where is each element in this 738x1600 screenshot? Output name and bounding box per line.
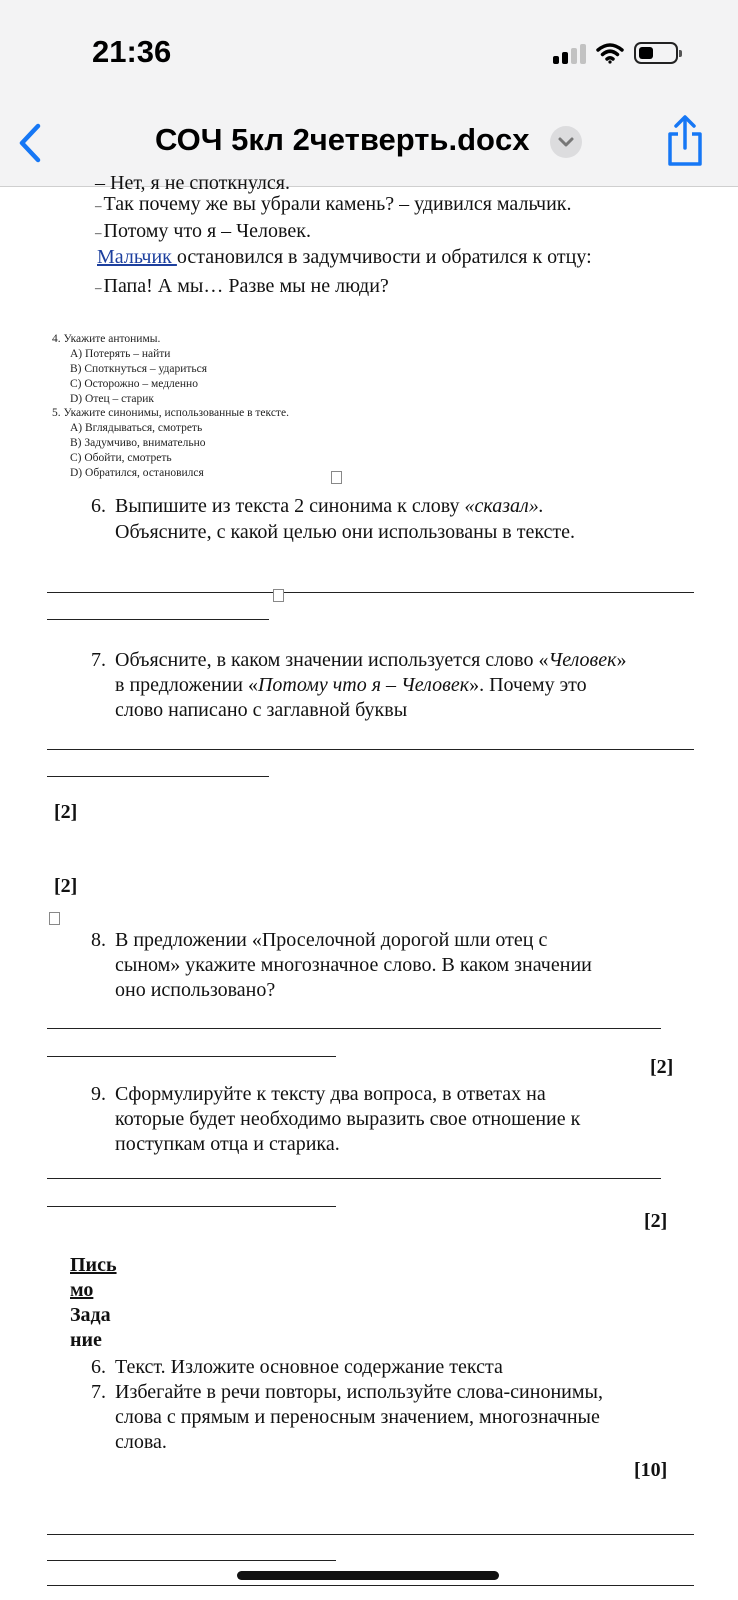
answer-line: [47, 1585, 694, 1586]
answer-line: [47, 1560, 336, 1561]
question-7-line: слово написано с заглавной буквы: [115, 699, 408, 721]
document-title[interactable]: СОЧ 5кл 2четверть.docx: [155, 122, 530, 157]
question-6-line: Объясните, с какой целью они использованы в тексте.: [115, 521, 576, 543]
answer-line: [47, 1206, 336, 1207]
question-5-title: 5. Укажите синонимы, использованные в тексте.: [52, 407, 289, 419]
question-4-title: 4. Укажите антонимы.: [52, 333, 161, 345]
question-5-option: A) Вглядываться, смотреть: [70, 422, 203, 434]
share-button[interactable]: [662, 114, 708, 170]
title-menu-button[interactable]: [550, 126, 582, 158]
task-heading: Зада: [70, 1304, 111, 1326]
answer-line: [47, 1534, 694, 1535]
question-4-option: D) Отец – старик: [70, 393, 154, 405]
question-5-option: B) Задумчиво, внимательно: [70, 437, 206, 449]
story-line: Мальчик остановился в задумчивости и обратился к отцу:: [97, 246, 592, 268]
document-viewer[interactable]: [0, 172, 738, 1600]
score-mark: [2]: [54, 801, 78, 823]
story-line: – Потому что я – Человек.: [95, 220, 311, 242]
battery-icon: [634, 42, 678, 64]
back-button[interactable]: [12, 118, 52, 168]
question-4-option: B) Споткнуться – удариться: [70, 363, 208, 375]
status-bar: [0, 0, 738, 100]
story-line: – Так почему же вы убрали камень? – удивился мальчик.: [95, 193, 572, 215]
writing-task-6: 6. Текст. Изложите основное содержание текста: [91, 1356, 503, 1378]
score-mark: [2]: [650, 1056, 674, 1078]
score-mark: [2]: [644, 1210, 668, 1232]
score-mark: [2]: [54, 875, 78, 897]
placeholder-box-icon: [49, 912, 60, 925]
writing-heading: Пись: [70, 1254, 117, 1276]
question-8: 8. В предложении «Проселочной дорогой шли отец с: [91, 929, 548, 951]
answer-line: [47, 749, 694, 750]
question-5-option: D) Обратился, остановился: [70, 467, 204, 479]
question-4-option: A) Потерять – найти: [70, 348, 171, 360]
question-7: 7. Объясните, в каком значении используется слово «Человек»: [91, 649, 627, 671]
wifi-icon: [596, 42, 624, 64]
story-line: – Папа! А мы… Разве мы не люди?: [95, 275, 389, 297]
question-7-line: в предложении «Потому что я – Человек». Почему это: [115, 674, 587, 696]
chevron-left-icon: [12, 118, 52, 168]
placeholder-box-icon: [273, 589, 284, 602]
writing-task-7: 7. Избегайте в речи повторы, используйте слова-синонимы,: [91, 1381, 603, 1403]
chevron-down-icon: [550, 126, 582, 158]
story-line-cut: – Нет, я не споткнулся.: [95, 172, 290, 194]
answer-line: [47, 1056, 336, 1057]
answer-line: [47, 776, 269, 777]
answer-line: [47, 619, 269, 620]
share-icon: [662, 114, 708, 170]
boy-link[interactable]: Мальчик: [97, 246, 177, 268]
question-6: 6. Выпишите из текста 2 синонима к слову «сказал».: [91, 495, 544, 517]
score-mark: [10]: [634, 1459, 668, 1481]
placeholder-box-icon: [331, 471, 342, 484]
question-8-line: сыном» укажите многозначное слово. В каком значении: [115, 954, 592, 976]
task-heading: ние: [70, 1329, 102, 1351]
home-indicator[interactable]: [237, 1571, 499, 1580]
writing-heading: мо: [70, 1279, 94, 1301]
question-4-option: C) Осторожно – медленно: [70, 378, 198, 390]
question-9: 9. Сформулируйте к тексту два вопроса, в ответах на: [91, 1083, 546, 1105]
writing-task-7-line: слова с прямым и переносным значением, многозначные: [115, 1406, 600, 1428]
answer-line: [47, 1178, 661, 1179]
question-5-option: C) Обойти, смотреть: [70, 452, 172, 464]
answer-line: [47, 1028, 661, 1029]
status-icons: [553, 42, 678, 64]
writing-task-7-line: слова.: [115, 1431, 167, 1453]
answer-line: [47, 592, 694, 593]
question-8-line: оно использовано?: [115, 979, 276, 1001]
status-time: 21:36: [92, 34, 172, 69]
cellular-signal-icon: [553, 42, 586, 64]
question-9-line: которые будет необходимо выразить свое отношение к: [115, 1108, 581, 1130]
question-9-line: поступкам отца и старика.: [115, 1133, 340, 1155]
